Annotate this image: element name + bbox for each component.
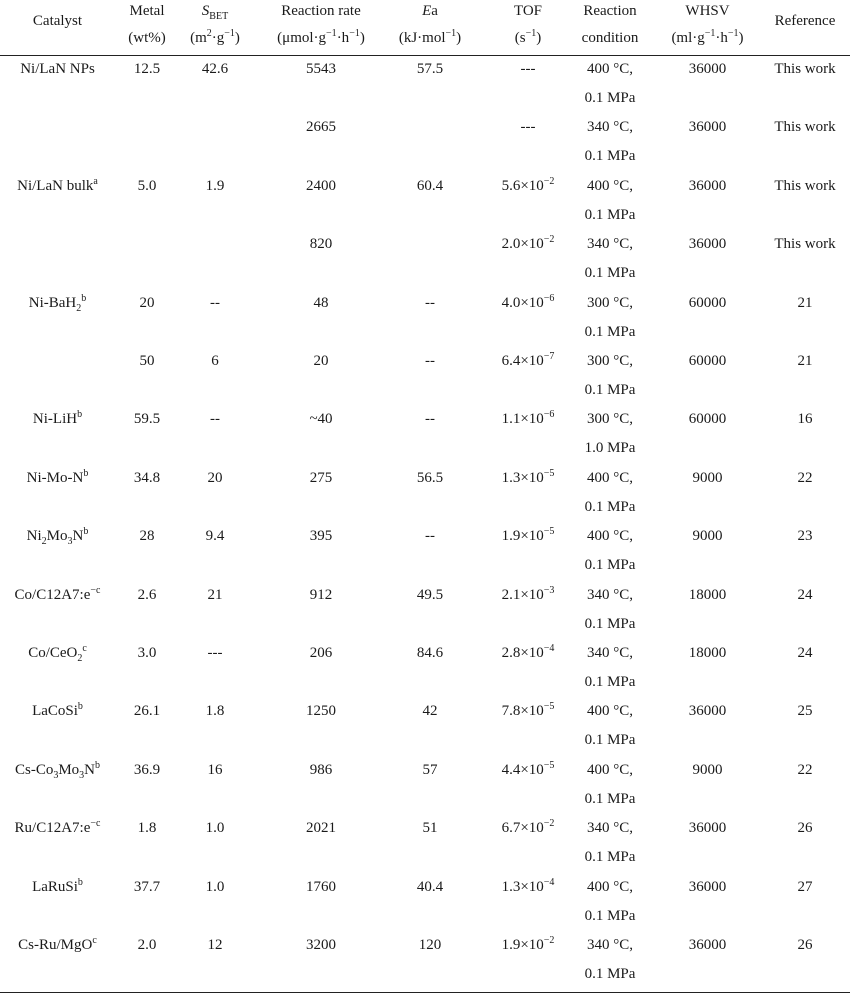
tof-cell: --- (520, 61, 536, 77)
ea-cell: -- (425, 295, 435, 311)
catalyst-cell: Ni-LiH$^b$ (32, 409, 83, 427)
ea-cell: 40.4 (416, 879, 444, 895)
catalyst-cell: LaCoSi$^b$ (32, 701, 83, 719)
sbet-cell: --- (207, 645, 223, 661)
ea-cell: 42 (422, 703, 438, 719)
metal-cell: 28 (139, 528, 155, 544)
ea-cell: -- (425, 528, 435, 544)
condition-pressure-cell: 0.1 MPa (584, 849, 636, 865)
reference-cell: This work (774, 119, 836, 135)
whsv-cell: 36000 (688, 119, 727, 135)
sbet-cell: 1.9 (205, 178, 225, 194)
metal-cell: 50 (139, 353, 155, 369)
header-ea: Ea (422, 3, 438, 19)
reference-cell: 23 (797, 528, 813, 544)
ea-cell: 56.5 (416, 470, 444, 486)
whsv-cell: 9000 (692, 470, 723, 486)
condition-temp-cell: 400 °C, (586, 762, 633, 778)
rate-cell: 20 (313, 353, 329, 369)
ea-cell (385, 118, 475, 136)
rate-cell: 912 (309, 587, 333, 603)
ea-cell: -- (425, 411, 435, 427)
reference-cell: 24 (797, 587, 813, 603)
rate-cell: 820 (309, 236, 333, 252)
reference-cell: 27 (797, 879, 813, 895)
metal-cell: 36.9 (133, 762, 161, 778)
header-sbet-unit: $(m^2\cdot g^{-1})$ (190, 28, 240, 46)
sbet-cell (180, 235, 250, 253)
catalyst-cell: $Ni_2Mo_3N^b$ (26, 526, 89, 547)
reference-cell: 26 (797, 937, 813, 953)
header-catalyst: Catalyst (32, 13, 83, 29)
ea-cell: 57 (422, 762, 438, 778)
tof-cell: $1.9\times 10^{-2}$ (501, 935, 555, 953)
rate-cell: ~40 (309, 411, 333, 427)
condition-temp-cell: 340 °C, (586, 937, 633, 953)
ea-cell: 57.5 (416, 61, 444, 77)
whsv-cell: 9000 (692, 762, 723, 778)
reference-cell: This work (774, 61, 836, 77)
reference-cell: This work (774, 236, 836, 252)
condition-temp-cell: 340 °C, (586, 236, 633, 252)
condition-pressure-cell: 0.1 MPa (584, 90, 636, 106)
metal-cell: 59.5 (133, 411, 161, 427)
tof-cell: $1.3\times 10^{-5}$ (501, 468, 555, 486)
sbet-cell: 21 (207, 587, 223, 603)
tof-cell: --- (520, 119, 536, 135)
metal-cell: 2.0 (137, 937, 157, 953)
header-metal: Metal (129, 3, 165, 19)
ea-cell: 49.5 (416, 587, 444, 603)
catalyst-cell: Cs-Ru/MgO$^c$ (18, 935, 97, 953)
condition-pressure-cell: 0.1 MPa (584, 382, 636, 398)
tof-cell: $7.8\times 10^{-5}$ (501, 701, 555, 719)
catalyst-cell: Ni/LaN bulk$^a$ (17, 176, 98, 194)
sbet-cell: 42.6 (201, 61, 229, 77)
whsv-cell: 36000 (688, 937, 727, 953)
whsv-cell: 36000 (688, 178, 727, 194)
condition-temp-cell: 400 °C, (586, 178, 633, 194)
metal-cell: 37.7 (133, 879, 161, 895)
sbet-cell: 9.4 (205, 528, 225, 544)
metal-cell: 5.0 (137, 178, 157, 194)
rate-cell: 3200 (306, 937, 336, 953)
whsv-cell: 9000 (692, 528, 723, 544)
ea-cell: 84.6 (416, 645, 444, 661)
rate-cell: 48 (313, 295, 329, 311)
header-condition: Reaction (583, 3, 637, 19)
ea-cell (385, 235, 475, 253)
condition-pressure-cell: 1.0 MPa (584, 440, 636, 456)
rate-cell: 395 (309, 528, 333, 544)
sbet-cell: 6 (211, 353, 219, 369)
condition-temp-cell: 300 °C, (586, 353, 633, 369)
whsv-cell: 36000 (688, 61, 727, 77)
metal-cell (118, 118, 176, 136)
header-tof: TOF (513, 3, 543, 19)
condition-temp-cell: 400 °C, (586, 470, 633, 486)
tof-cell: $1.1\times 10^{-6}$ (501, 409, 555, 427)
rate-cell: 2400 (306, 178, 336, 194)
condition-temp-cell: 300 °C, (586, 295, 633, 311)
header-rate: Reaction rate (281, 3, 361, 19)
reference-cell: 26 (797, 820, 813, 836)
condition-pressure-cell: 0.1 MPa (584, 616, 636, 632)
rate-cell: 5543 (306, 61, 336, 77)
ea-cell: 120 (418, 937, 442, 953)
header-whsv-unit: $(ml\cdot g^{-1}\cdot h^{-1})$ (671, 28, 744, 46)
condition-pressure-cell: 0.1 MPa (584, 265, 636, 281)
whsv-cell: 36000 (688, 236, 727, 252)
header-tof-unit: $(s^{-1})$ (514, 28, 542, 46)
sbet-cell: -- (210, 295, 220, 311)
sbet-cell: 1.0 (205, 879, 225, 895)
tof-cell: $5.6\times 10^{-2}$ (501, 176, 555, 194)
reference-cell: 25 (797, 703, 813, 719)
catalyst-cell (0, 235, 115, 253)
catalyst-cell: $Cs-Co_3Mo_3N^b$ (14, 760, 101, 781)
header-reference: Reference (774, 13, 836, 29)
reference-cell: 21 (797, 353, 813, 369)
reference-cell: This work (774, 178, 836, 194)
catalyst-cell: Ni-BaH$_2^b$ (28, 293, 87, 314)
condition-pressure-cell: 0.1 MPa (584, 966, 636, 982)
header-sbet: $S_{BET}$ (201, 3, 229, 22)
condition-temp-cell: 400 °C, (586, 703, 633, 719)
header-metal-unit: (wt%) (128, 30, 166, 46)
condition-temp-cell: 340 °C, (586, 119, 633, 135)
condition-temp-cell: 400 °C, (586, 61, 633, 77)
rate-cell: 986 (309, 762, 333, 778)
ea-cell: -- (425, 353, 435, 369)
rate-cell: 275 (309, 470, 333, 486)
rate-cell: 1250 (306, 703, 336, 719)
tof-cell: $6.4\times 10^{-7}$ (501, 351, 555, 369)
header-ea-unit: (kJ·mol$^{-1}$) (398, 28, 462, 46)
header-condition-2: condition (581, 30, 639, 46)
sbet-cell: 20 (207, 470, 223, 486)
whsv-cell: 36000 (688, 820, 727, 836)
tof-cell: $6.7\times 10^{-2}$ (501, 818, 555, 836)
metal-cell (118, 235, 176, 253)
sbet-cell: 1.8 (205, 703, 225, 719)
condition-temp-cell: 300 °C, (586, 411, 633, 427)
tof-cell: $2.1\times 10^{-3}$ (501, 585, 555, 603)
tof-cell: $4.4\times 10^{-5}$ (501, 760, 555, 778)
tof-cell: $2.8\times 10^{-4}$ (501, 643, 555, 661)
sbet-cell: 12 (207, 937, 223, 953)
whsv-cell: 60000 (688, 353, 727, 369)
catalyst-cell (0, 118, 115, 136)
catalyst-cell: $Ru/C12A7:e^{-c}$ (14, 818, 101, 836)
catalyst-cell: Co/CeO$_2^c$ (28, 643, 87, 664)
tof-cell: $1.3\times 10^{-4}$ (501, 877, 555, 895)
tof-cell: $4.0\times 10^{-6}$ (501, 293, 555, 311)
sbet-cell: 1.0 (205, 820, 225, 836)
rate-cell: 206 (309, 645, 333, 661)
tof-cell: $1.9\times 10^{-5}$ (501, 526, 555, 544)
metal-cell: 12.5 (133, 61, 161, 77)
condition-pressure-cell: 0.1 MPa (584, 674, 636, 690)
condition-temp-cell: 340 °C, (586, 587, 633, 603)
reference-cell: 22 (797, 762, 813, 778)
sbet-cell: 16 (207, 762, 223, 778)
reference-cell: 24 (797, 645, 813, 661)
condition-pressure-cell: 0.1 MPa (584, 791, 636, 807)
rate-cell: 1760 (306, 879, 336, 895)
condition-temp-cell: 400 °C, (586, 879, 633, 895)
whsv-cell: 36000 (688, 879, 727, 895)
condition-pressure-cell: 0.1 MPa (584, 148, 636, 164)
whsv-cell: 18000 (688, 587, 727, 603)
reference-cell: 22 (797, 470, 813, 486)
tof-cell: $2.0\times 10^{-2}$ (501, 234, 555, 252)
catalyst-cell: $Co/C12A7:e^{-c}$ (14, 585, 101, 603)
condition-pressure-cell: 0.1 MPa (584, 207, 636, 223)
metal-cell: 1.8 (137, 820, 157, 836)
sbet-cell: -- (210, 411, 220, 427)
ea-cell: 51 (422, 820, 438, 836)
condition-pressure-cell: 0.1 MPa (584, 324, 636, 340)
condition-temp-cell: 340 °C, (586, 820, 633, 836)
metal-cell: 3.0 (137, 645, 157, 661)
condition-pressure-cell: 0.1 MPa (584, 557, 636, 573)
catalyst-cell: $Ni-Mo-N^b$ (26, 468, 89, 486)
reference-cell: 16 (797, 411, 813, 427)
catalyst-cell: Ni/LaN NPs (20, 61, 95, 77)
header-rate-unit: $(\mu mol\cdot g^{-1}\cdot h^{-1})$ (277, 28, 365, 46)
catalyst-cell (0, 352, 115, 370)
whsv-cell: 36000 (688, 703, 727, 719)
rate-cell: 2665 (306, 119, 336, 135)
whsv-cell: 60000 (688, 295, 727, 311)
header-whsv: WHSV (685, 3, 730, 19)
whsv-cell: 60000 (688, 411, 727, 427)
condition-pressure-cell: 0.1 MPa (584, 908, 636, 924)
bottom-rule (0, 992, 850, 993)
header-rule (0, 55, 850, 56)
reference-cell: 21 (797, 295, 813, 311)
condition-temp-cell: 400 °C, (586, 528, 633, 544)
metal-cell: 34.8 (133, 470, 161, 486)
ea-cell: 60.4 (416, 178, 444, 194)
condition-pressure-cell: 0.1 MPa (584, 499, 636, 515)
metal-cell: 2.6 (137, 587, 157, 603)
metal-cell: 26.1 (133, 703, 161, 719)
condition-pressure-cell: 0.1 MPa (584, 732, 636, 748)
condition-temp-cell: 340 °C, (586, 645, 633, 661)
catalyst-cell: LaRuSi$^b$ (32, 877, 83, 895)
rate-cell: 2021 (306, 820, 336, 836)
metal-cell: 20 (139, 295, 155, 311)
whsv-cell: 18000 (688, 645, 727, 661)
sbet-cell (180, 118, 250, 136)
